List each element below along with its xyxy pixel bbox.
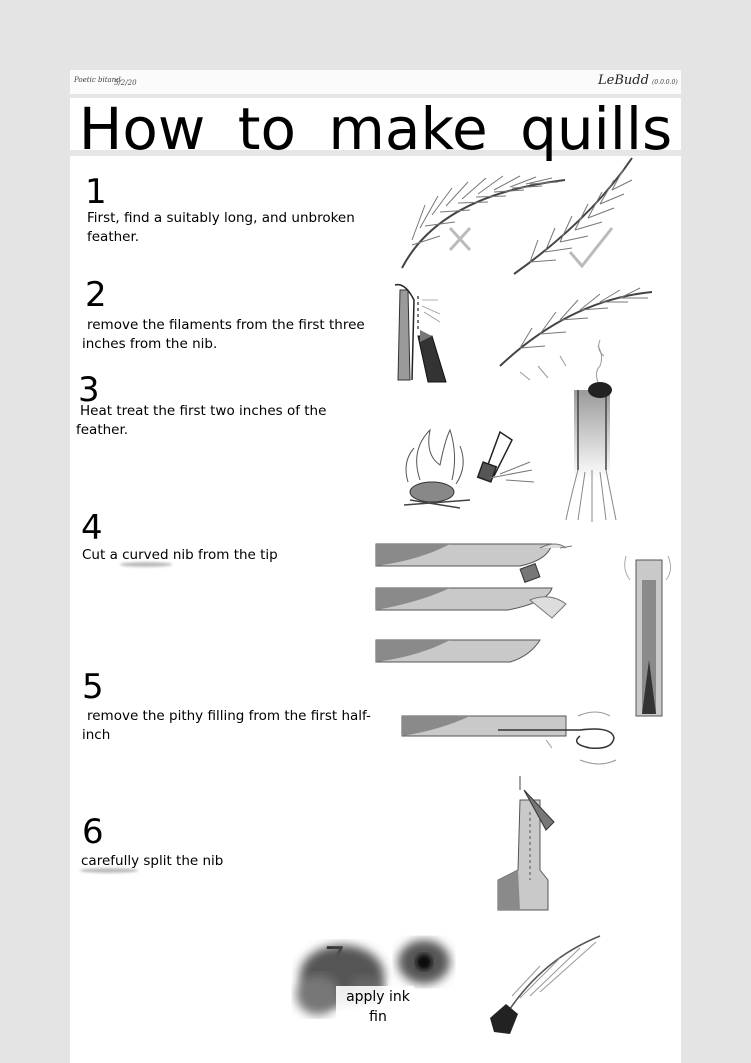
step-7-text-line1: apply ink (346, 989, 410, 1005)
step-6-text: carefully split the nib (81, 853, 224, 869)
tongs-icon (478, 432, 534, 482)
step-2-number: 2 (85, 275, 107, 315)
step-2-text: remove the filaments from the first three inches from the nib. (82, 317, 365, 352)
feather-icon (500, 288, 652, 380)
page-title: How to make quills (78, 95, 673, 163)
header-note-right: (0.0.0.0) (652, 79, 678, 86)
nib-icon (376, 544, 671, 716)
step-4-number: 4 (81, 508, 103, 548)
knife-icon (395, 285, 446, 382)
step-5-text: remove the pithy filling from the first half-inch (82, 708, 371, 743)
feather-icon (566, 346, 616, 522)
step-1-text: First, find a suitably long, and unbroken feather. (87, 210, 355, 245)
header-date: 5/2/20 (114, 79, 137, 87)
step-4-text: Cut a curved nib from the tip (82, 547, 278, 563)
step-3-number: 3 (78, 370, 100, 410)
step-1-number: 1 (85, 172, 107, 212)
check-mark-icon (570, 228, 612, 266)
step-7-text-line2: fin (369, 1009, 387, 1025)
signature: LeBudd (598, 73, 649, 88)
flame-icon (404, 430, 470, 508)
header-note-left: Poetic bitand (74, 76, 121, 84)
step-5-number: 5 (82, 667, 104, 707)
feather-icon (490, 936, 600, 1034)
nib-icon (402, 712, 616, 764)
nib-icon (498, 776, 554, 910)
cross-mark-icon (450, 228, 470, 250)
step-3-text: Heat treat the first two inches of the feather. (76, 403, 327, 438)
step-6-number: 6 (82, 812, 104, 852)
